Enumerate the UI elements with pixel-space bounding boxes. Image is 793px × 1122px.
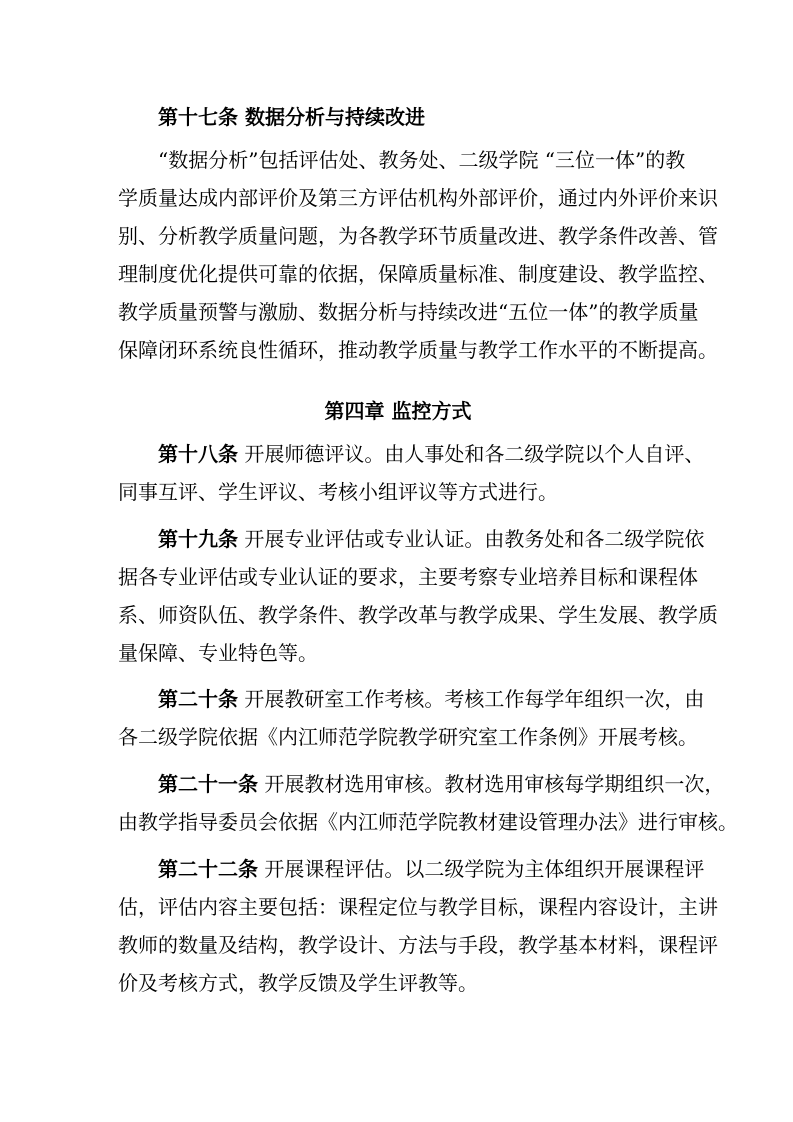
article-18-text: 开展师德评议。由人事处和各二级学院以个人自评、 bbox=[238, 442, 705, 466]
chapter-4-title: 第四章 监控方式 bbox=[324, 399, 472, 423]
article-21-line-2: 由教学指导委员会依据《内江师范学院教材建设管理办法》进行审核。 bbox=[118, 810, 738, 834]
article-22-label: 第二十二条 bbox=[158, 857, 258, 881]
article-21-first-line bbox=[158, 771, 725, 797]
article-19-line-3: 系、师资队伍、教学条件、教学改革与教学成果、学生发展、教学质 bbox=[118, 603, 718, 627]
article-22-line-3: 教师的数量及结构，教学设计、方法与手段，教学基本材料，课程评 bbox=[118, 933, 718, 957]
article-19-first-line bbox=[158, 526, 705, 552]
article-21-label: 第二十一条 bbox=[158, 772, 258, 796]
article-18-first-line bbox=[158, 441, 705, 467]
article-19-label: 第十九条 bbox=[158, 527, 238, 551]
article-17-line-1: “数据分析”包括评估处、教务处、二级学院 “三位一体”的教 bbox=[158, 148, 686, 172]
article-20-first-line bbox=[158, 686, 705, 712]
article-19-text: 开展专业评估或专业认证。由教务处和各二级学院依 bbox=[238, 527, 705, 551]
article-17-line-2: 学质量达成内部评价及第三方评估机构外部评价，通过内外评价来识 bbox=[118, 186, 718, 210]
article-17-line-6: 保障闭环系统良性循环，推动教学质量与教学工作水平的不断提高。 bbox=[118, 338, 718, 362]
article-19-line-2: 据各专业评估或专业认证的要求，主要考察专业培养目标和课程体 bbox=[118, 565, 698, 589]
article-22-line-4: 价及考核方式，教学反馈及学生评教等。 bbox=[118, 971, 478, 995]
article-21-text: 开展教材选用审核。教材选用审核每学期组织一次， bbox=[258, 772, 725, 796]
article-17-line-3: 别、分析教学质量问题，为各教学环节质量改进、教学条件改善、管 bbox=[118, 224, 718, 248]
article-19-line-4: 量保障、专业特色等。 bbox=[118, 641, 318, 665]
article-22-text: 开展课程评估。以二级学院为主体组织开展课程评 bbox=[258, 857, 705, 881]
article-18-label: 第十八条 bbox=[158, 442, 238, 466]
article-20-line-2: 各二级学院依据《内江师范学院教学研究室工作条例》开展考核。 bbox=[118, 725, 698, 749]
article-17-line-4: 理制度优化提供可靠的依据，保障质量标准、制度建设、教学监控、 bbox=[118, 262, 718, 286]
article-22-line-2: 估，评估内容主要包括：课程定位与教学目标，课程内容设计，主讲 bbox=[118, 895, 718, 919]
article-17-line-5: 教学质量预警与激励、数据分析与持续改进“五位一体”的教学质量 bbox=[118, 300, 699, 324]
article-17-heading: 第十七条 数据分析与持续改进 bbox=[158, 105, 425, 129]
article-22-first-line bbox=[158, 856, 705, 882]
article-20-label: 第二十条 bbox=[158, 687, 238, 711]
article-20-text: 开展教研室工作考核。考核工作每学年组织一次，由 bbox=[238, 687, 705, 711]
article-18-line-2: 同事互评、学生评议、考核小组评议等方式进行。 bbox=[118, 480, 558, 504]
